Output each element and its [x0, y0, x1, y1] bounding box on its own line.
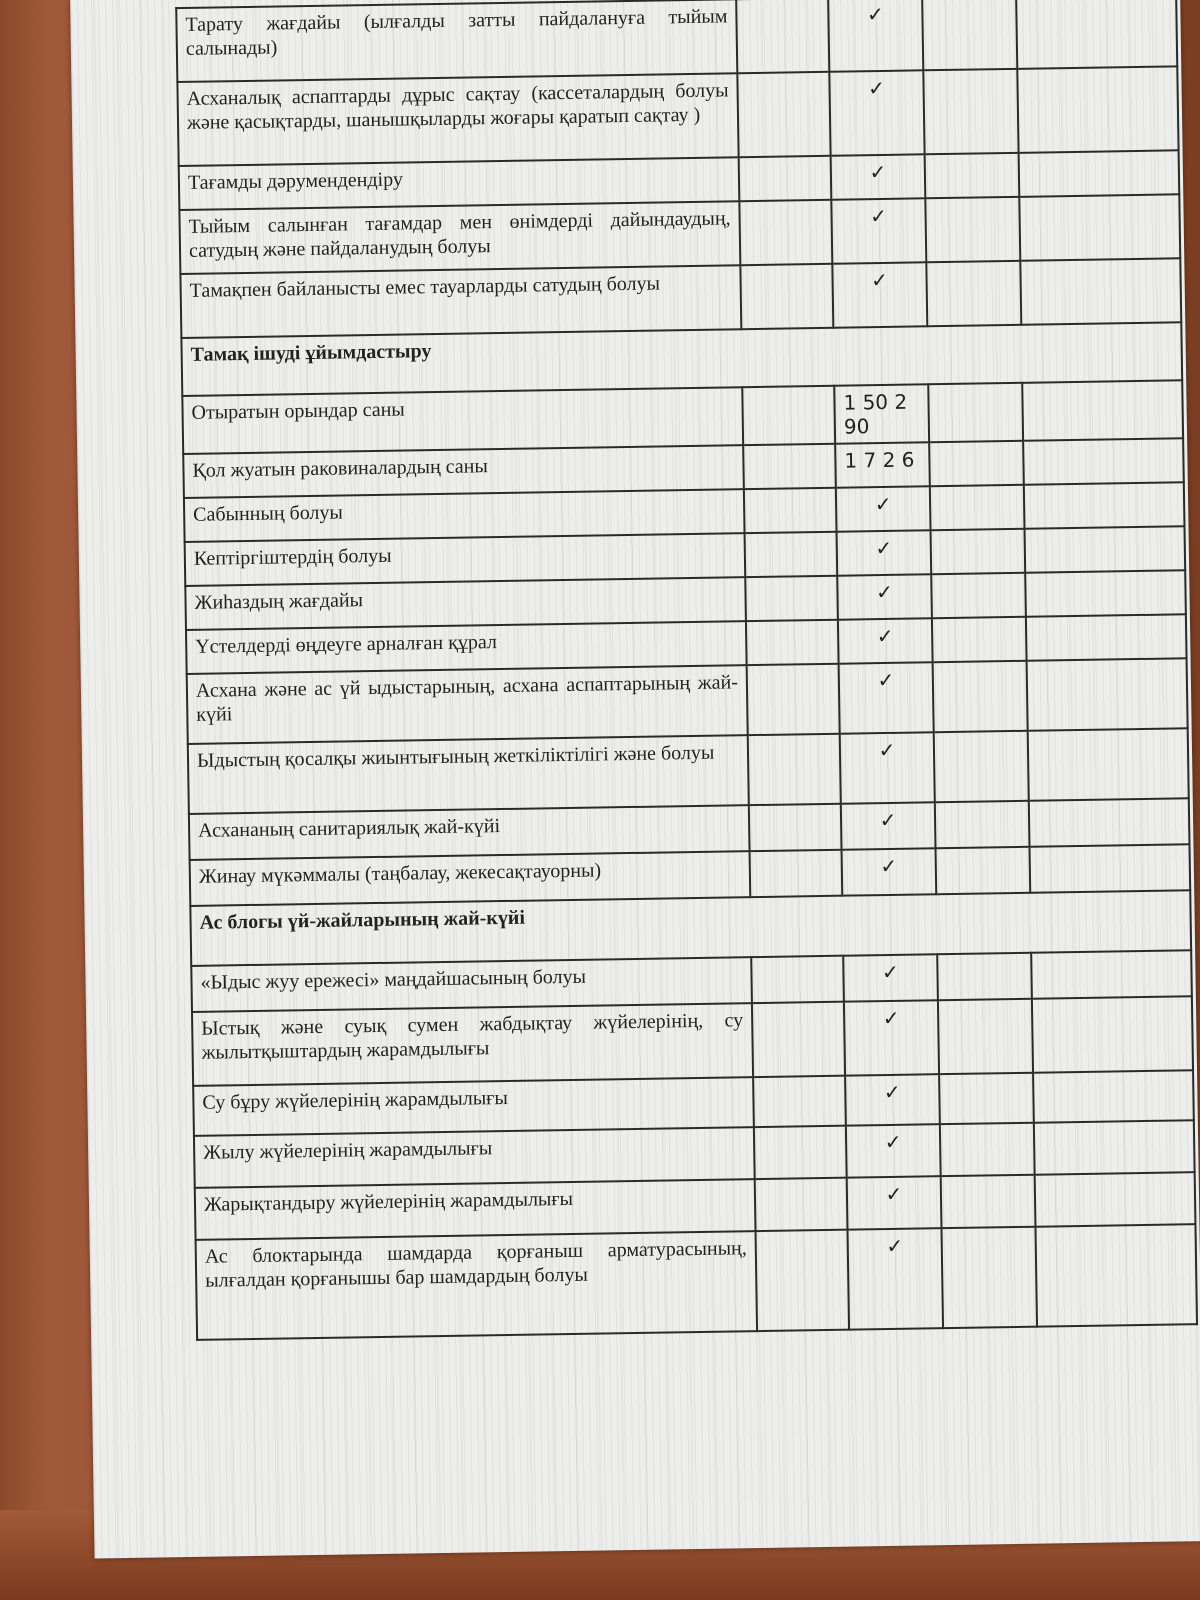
row-label: «Ыдыс жуу ережесі» маңдайшасының болуы	[191, 957, 752, 1012]
check-mark: ✓	[839, 662, 934, 733]
table-row	[196, 1224, 1197, 1340]
empty-cell	[1025, 526, 1186, 573]
check-mark: ✓	[844, 1000, 939, 1075]
empty-cell	[742, 386, 835, 445]
empty-cell	[1031, 950, 1192, 999]
empty-cell	[941, 1227, 1037, 1328]
empty-cell	[937, 953, 1032, 1000]
empty-cell	[745, 576, 838, 621]
row-label: Ыдыстың қосалқы жиынтығының жеткіліктілігі және болуы	[188, 735, 749, 814]
empty-cell	[941, 1175, 1036, 1228]
check-mark: ✓	[837, 574, 932, 619]
empty-cell	[749, 804, 842, 851]
check-mark: ✓	[837, 530, 932, 575]
row-label: Тыйым салынған тағамдар мен өнімдерді дайындаудың, сатудың және пайдаланудың болуы	[179, 201, 740, 274]
row-label: Жылу жүйелерінің жарамдылығы	[194, 1127, 755, 1188]
empty-cell	[926, 261, 1021, 326]
empty-cell	[929, 441, 1024, 486]
empty-cell	[736, 0, 829, 73]
table-row	[177, 66, 1178, 166]
empty-cell	[740, 264, 833, 329]
empty-cell	[737, 72, 830, 157]
empty-cell	[1023, 438, 1184, 485]
row-label: Ыстық және суық сумен жабдықтау жүйелерінің, су жылытқыштардың жарамдылығы	[192, 1003, 753, 1086]
empty-cell	[1026, 614, 1187, 661]
row-label: Тамақпен байланысты емес тауарларды сатудың болуы	[180, 265, 741, 338]
row-label: Асханалық аспаптарды дұрыс сақтау (кассеталардың болуы және қасықтарды, шанышқыларды жоғары қаратып сақтау )	[177, 73, 738, 166]
check-mark: ✓	[842, 848, 937, 895]
empty-cell	[1027, 658, 1188, 731]
row-label: Жиһаздың жағдайы	[185, 577, 746, 630]
empty-cell	[1019, 194, 1180, 261]
empty-cell	[751, 956, 844, 1003]
check-mark: ✓	[828, 0, 923, 72]
empty-cell	[936, 847, 1031, 894]
empty-cell	[939, 1073, 1034, 1124]
empty-cell	[745, 532, 838, 577]
empty-cell	[1024, 482, 1185, 529]
checklist-page	[70, 0, 1200, 1559]
row-label: Асхана және ас үй ыдыстарының, асхана аспаптарының жай-күйі	[187, 665, 748, 744]
row-label: Отыратын орындар саны	[182, 387, 743, 454]
empty-cell	[755, 1178, 848, 1231]
section-title-kitchen: Ас блогы үй-жайларының жай-күйі	[190, 890, 1191, 966]
empty-cell	[940, 1123, 1035, 1176]
row-label: Тағамды дәрумендендіру	[179, 157, 740, 210]
empty-cell	[1035, 1172, 1196, 1227]
empty-cell	[754, 1126, 847, 1179]
empty-cell	[938, 999, 1033, 1074]
check-mark: ✓	[847, 1176, 942, 1229]
check-mark: ✓	[829, 70, 924, 155]
check-mark: ✓	[847, 1228, 943, 1329]
empty-cell	[753, 1076, 846, 1127]
empty-cell	[1032, 996, 1193, 1073]
empty-cell	[931, 573, 1026, 618]
handwritten-sinks-count: 1 7 2 6	[835, 442, 930, 487]
empty-cell	[1025, 570, 1186, 617]
empty-cell	[935, 801, 1030, 848]
empty-cell	[930, 485, 1025, 530]
empty-cell	[1020, 258, 1181, 325]
empty-cell	[752, 1002, 845, 1077]
row-label: Асхананың санитариялық жай-күйі	[189, 805, 750, 860]
check-mark: ✓	[840, 732, 935, 803]
empty-cell	[923, 69, 1018, 154]
empty-cell	[1030, 844, 1191, 893]
handwritten-seats-count: 1 50 2 90	[834, 384, 929, 443]
inspection-table	[175, 0, 1198, 1341]
check-mark: ✓	[846, 1124, 941, 1177]
row-label: Су бұру жүйелерінің жарамдылығы	[193, 1077, 754, 1136]
empty-cell	[746, 620, 839, 665]
check-mark: ✓	[831, 154, 926, 199]
empty-cell	[925, 153, 1020, 198]
empty-cell	[1017, 66, 1178, 153]
row-label: Жинау мүкәммалы (таңбалау, жекесақтауорны)	[190, 851, 751, 906]
row-label: Ас блоктарында шамдарда қорғаныш арматурасының, ылғалдан қорғанышы бар шамдардың болуы	[196, 1231, 758, 1340]
check-mark: ✓	[832, 262, 927, 327]
row-label: Қол жуатын раковиналардың саны	[183, 445, 744, 498]
row-label: Жарықтандыру жүйелерінің жарамдылығы	[195, 1179, 756, 1240]
empty-cell	[1019, 150, 1180, 197]
row-label: Тарату жағдайы (ылғалды затты пайдалануға тыйым салынады)	[176, 0, 737, 82]
empty-cell	[928, 383, 1023, 442]
check-mark: ✓	[838, 618, 933, 663]
empty-cell	[934, 731, 1029, 802]
empty-cell	[925, 197, 1020, 262]
empty-cell	[1029, 798, 1190, 847]
section-title-food: Тамақ ішуді ұйымдастыру	[181, 322, 1182, 396]
empty-cell	[747, 664, 840, 735]
check-mark: ✓	[841, 802, 936, 849]
row-label: Сабынның болуы	[184, 489, 745, 542]
empty-cell	[743, 444, 836, 489]
empty-cell	[750, 850, 843, 897]
empty-cell	[1033, 1070, 1194, 1123]
empty-cell	[748, 734, 841, 805]
row-label: Үстелдерді өңдеуге арналған құрал	[186, 621, 747, 674]
empty-cell	[933, 661, 1028, 732]
empty-cell	[931, 529, 1026, 574]
check-mark: ✓	[831, 198, 926, 263]
empty-cell	[739, 156, 832, 201]
empty-cell	[1022, 380, 1183, 441]
empty-cell	[1035, 1224, 1197, 1327]
check-mark: ✓	[843, 954, 938, 1001]
empty-cell	[1034, 1120, 1195, 1175]
check-mark: ✓	[836, 486, 931, 531]
check-mark: ✓	[845, 1074, 940, 1125]
empty-cell	[744, 488, 837, 533]
empty-cell	[1028, 728, 1189, 801]
empty-cell	[756, 1230, 850, 1331]
row-label: Кептіргіштердің болуы	[185, 533, 746, 586]
empty-cell	[932, 617, 1027, 662]
empty-cell	[922, 0, 1017, 70]
empty-cell	[739, 200, 832, 265]
empty-cell	[1016, 0, 1177, 69]
